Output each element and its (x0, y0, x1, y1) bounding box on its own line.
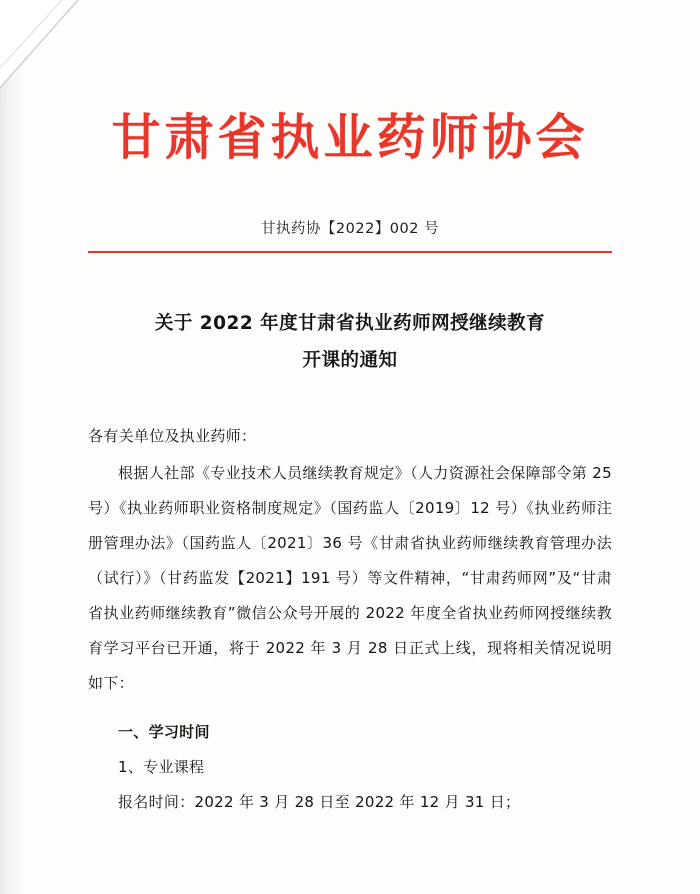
red-divider-rule (88, 251, 612, 253)
section-1-item-1-detail: 报名时间：2022 年 3 月 28 日至 2022 年 12 月 31 日； (118, 792, 521, 811)
organization-masthead: 甘肃省执业药师协会 (111, 108, 589, 166)
document-number: 甘执药协【2022】002 号 (260, 221, 440, 238)
paragraph-1: 根据人社部《专业技术人员继续教育规定》（人力资源社会保障部令第 25 号）《执业药师职业资格制度规定》（国药监人〔2019〕12 号）《执业药师注册管理办法》（国药监人〔2021〕36 号《甘肃省执业药师继续教育管理办法（试行）》（甘药监发【2021】191 号）等文件精神，“甘肃药师网”及“甘肃省执业药师继续教育”微信公众号开展的 2022 年度全省执业药师网授继续教育学习平台已开通，将于 2022 年 3 月 28 日正式上线，现将相关情况说明如下： (88, 464, 612, 692)
page-title-line-1: 关于 2022 年度甘肃省执业药师网授继续教育 (154, 313, 546, 335)
salutation: 各有关单位及执业药师： (88, 427, 257, 446)
section-1-heading: 一、学习时间 (118, 722, 210, 741)
document-content (88, 419, 612, 819)
page-title-line-2: 开课的通知 (302, 350, 398, 372)
page-title (90, 305, 610, 379)
section-1-item-1: 1、专业课程 (118, 757, 205, 776)
